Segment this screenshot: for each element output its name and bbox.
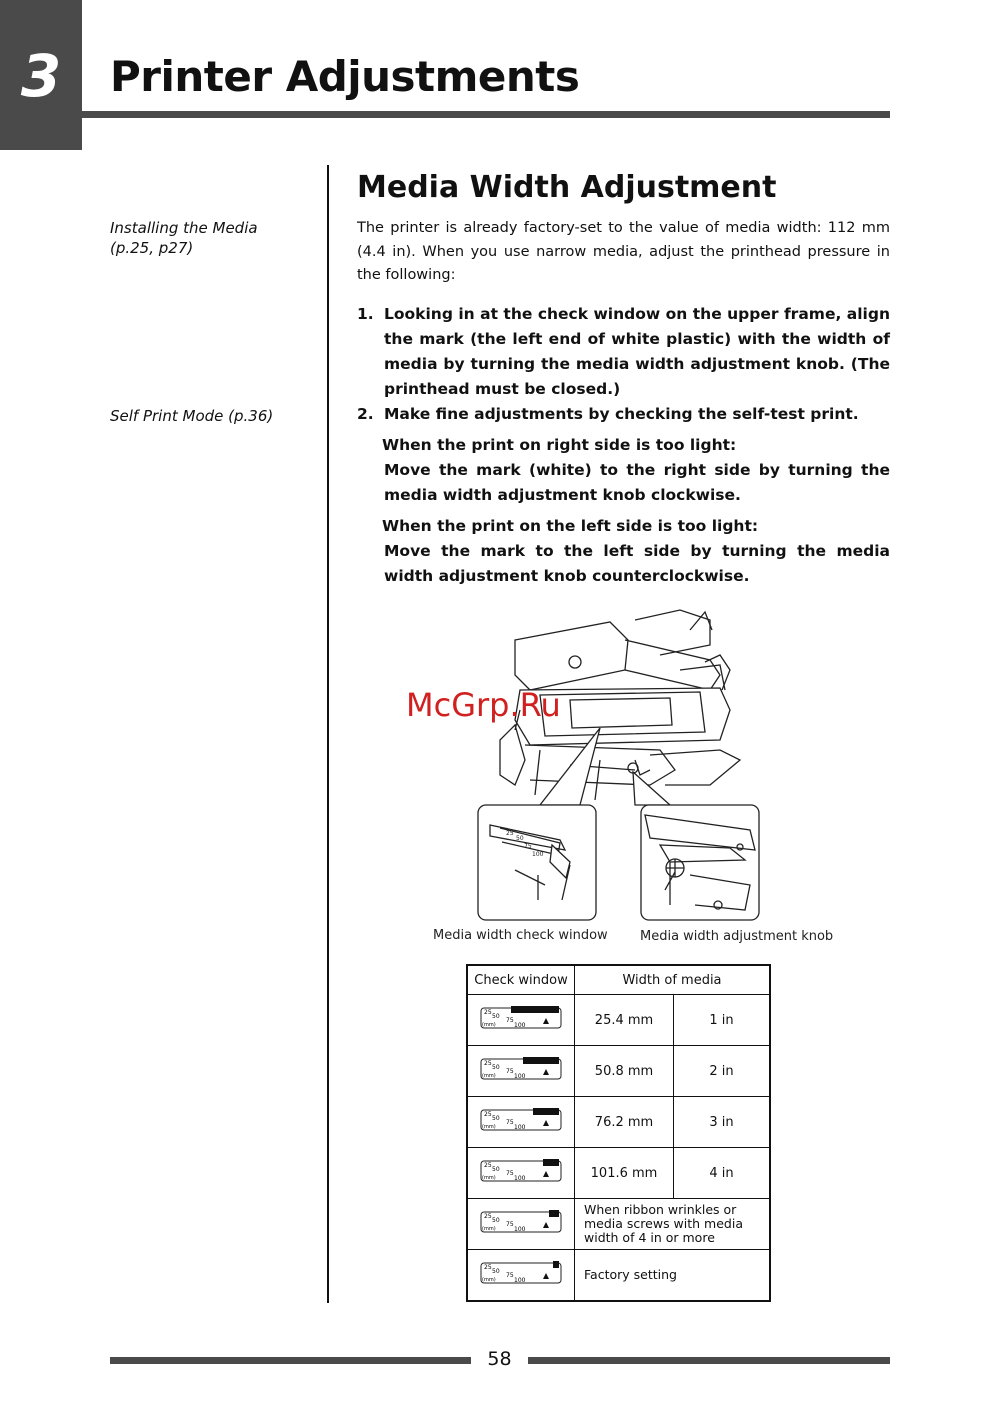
width-in: 1 in (674, 995, 771, 1046)
table-row (467, 1199, 770, 1250)
check-window-gauge (467, 1250, 575, 1302)
sub-heading-right: When the print on right side is too light: (382, 436, 737, 454)
footer-rule-left (110, 1357, 471, 1364)
watermark: McGrp.Ru (406, 686, 561, 724)
gauge-label-50: 50 (492, 1115, 500, 1122)
gauge-label-75: 75 (506, 1170, 514, 1177)
gauge-unit: (mm) (482, 1073, 496, 1079)
gauge-label-75: 75 (506, 1221, 514, 1228)
header-check-window: Check window (467, 965, 575, 995)
width-in: 3 in (674, 1097, 771, 1148)
detail-scale-75: 75 (524, 843, 532, 850)
gauge-label-100: 100 (514, 1175, 526, 1182)
detail-scale-50: 50 (516, 835, 524, 842)
check-window-gauge (467, 995, 575, 1046)
detail-scale-100: 100 (532, 851, 544, 858)
gauge-label-100: 100 (514, 1022, 526, 1029)
table-header-row (467, 965, 770, 995)
table-row (467, 995, 770, 1046)
check-window-gauge (467, 1199, 575, 1250)
sidebar-ref-self-print: Self Print Mode (p.36) (110, 407, 274, 425)
gauge-label-50: 50 (492, 1013, 500, 1020)
gauge-label-50: 50 (492, 1268, 500, 1275)
gauge-label-100: 100 (514, 1277, 526, 1284)
gauge-label-100: 100 (514, 1124, 526, 1131)
gauge-label-25: 25 (484, 1060, 492, 1067)
table-row (467, 1097, 770, 1148)
header-rule (82, 111, 890, 118)
gauge-unit: (mm) (482, 1226, 496, 1232)
gauge-label-25: 25 (484, 1111, 492, 1118)
sub-body-left: Move the mark to the left side by turning the media width adjustment knob counterclockwise. (384, 542, 890, 585)
caption-check-window: Media width check window (433, 928, 608, 943)
sidebar-ref-installing-media: Installing the Media (p.25, p27) (110, 219, 258, 257)
gauge-label-100: 100 (514, 1073, 526, 1080)
width-in: 4 in (674, 1148, 771, 1199)
chapter-tab (0, 0, 82, 150)
width-note: When ribbon wrinkles or media screws with media width of 4 in or more (575, 1199, 771, 1250)
gauge-label-75: 75 (506, 1272, 514, 1279)
printer-illustration (420, 600, 840, 945)
gauge-label-25: 25 (484, 1213, 492, 1220)
check-window-gauge (467, 1148, 575, 1199)
gauge-label-50: 50 (492, 1217, 500, 1224)
gauge-label-25: 25 (484, 1264, 492, 1271)
intro-paragraph: The printer is already factory-set to the value of media width: 112 mm (4.4 in). When you use narrow media, adjust the printhead pressure in the following: (357, 220, 890, 283)
caption-adjustment-knob: Media width adjustment knob (640, 929, 834, 944)
gauge-label-100: 100 (514, 1226, 526, 1233)
gauge-label-75: 75 (506, 1068, 514, 1075)
header-width-of-media: Width of media (575, 965, 771, 995)
section-title: Media Width Adjustment (357, 170, 777, 205)
gauge-unit: (mm) (482, 1277, 496, 1283)
gauge-label-50: 50 (492, 1166, 500, 1173)
gauge-label-25: 25 (484, 1162, 492, 1169)
chapter-number: 3 (20, 42, 62, 110)
gauge-label-75: 75 (506, 1017, 514, 1024)
chapter-title: Printer Adjustments (110, 52, 580, 101)
width-mm: 101.6 mm (575, 1148, 674, 1199)
detail-scale-25: 25 (506, 830, 514, 837)
sub-body-right: Move the mark (white) to the right side by turning the media width adjustment knob clockwise. (384, 461, 890, 504)
column-divider (327, 165, 329, 1303)
gauge-unit: (mm) (482, 1175, 496, 1181)
table-row (467, 1148, 770, 1199)
adjustment-knob-detail (641, 805, 759, 920)
width-mm: 50.8 mm (575, 1046, 674, 1097)
gauge-label-50: 50 (492, 1064, 500, 1071)
width-note: Factory setting (575, 1250, 771, 1302)
gauge-label-25: 25 (484, 1009, 492, 1016)
width-mm: 25.4 mm (575, 995, 674, 1046)
check-window-detail (478, 805, 596, 920)
gauge-unit: (mm) (482, 1022, 496, 1028)
gauge-unit: (mm) (482, 1124, 496, 1130)
width-in: 2 in (674, 1046, 771, 1097)
check-window-table (466, 964, 771, 1302)
check-window-gauge (467, 1097, 575, 1148)
table-row (467, 1046, 770, 1097)
gauge-label-75: 75 (506, 1119, 514, 1126)
page-number: 58 (487, 1348, 512, 1370)
step-2: 2. Make fine adjustments by checking the self-test print. (357, 405, 859, 423)
table-row (467, 1250, 770, 1302)
check-window-gauge (467, 1046, 575, 1097)
width-mm: 76.2 mm (575, 1097, 674, 1148)
sub-heading-left: When the print on the left side is too light: (382, 517, 759, 535)
steps-list (357, 302, 890, 589)
footer-rule-right (528, 1357, 890, 1364)
step-1: 1. Looking in at the check window on the upper frame, align the mark (the left end of white plastic) with the width of media by turning the media width adjustment knob. (The printhead must be closed.) (357, 305, 890, 398)
